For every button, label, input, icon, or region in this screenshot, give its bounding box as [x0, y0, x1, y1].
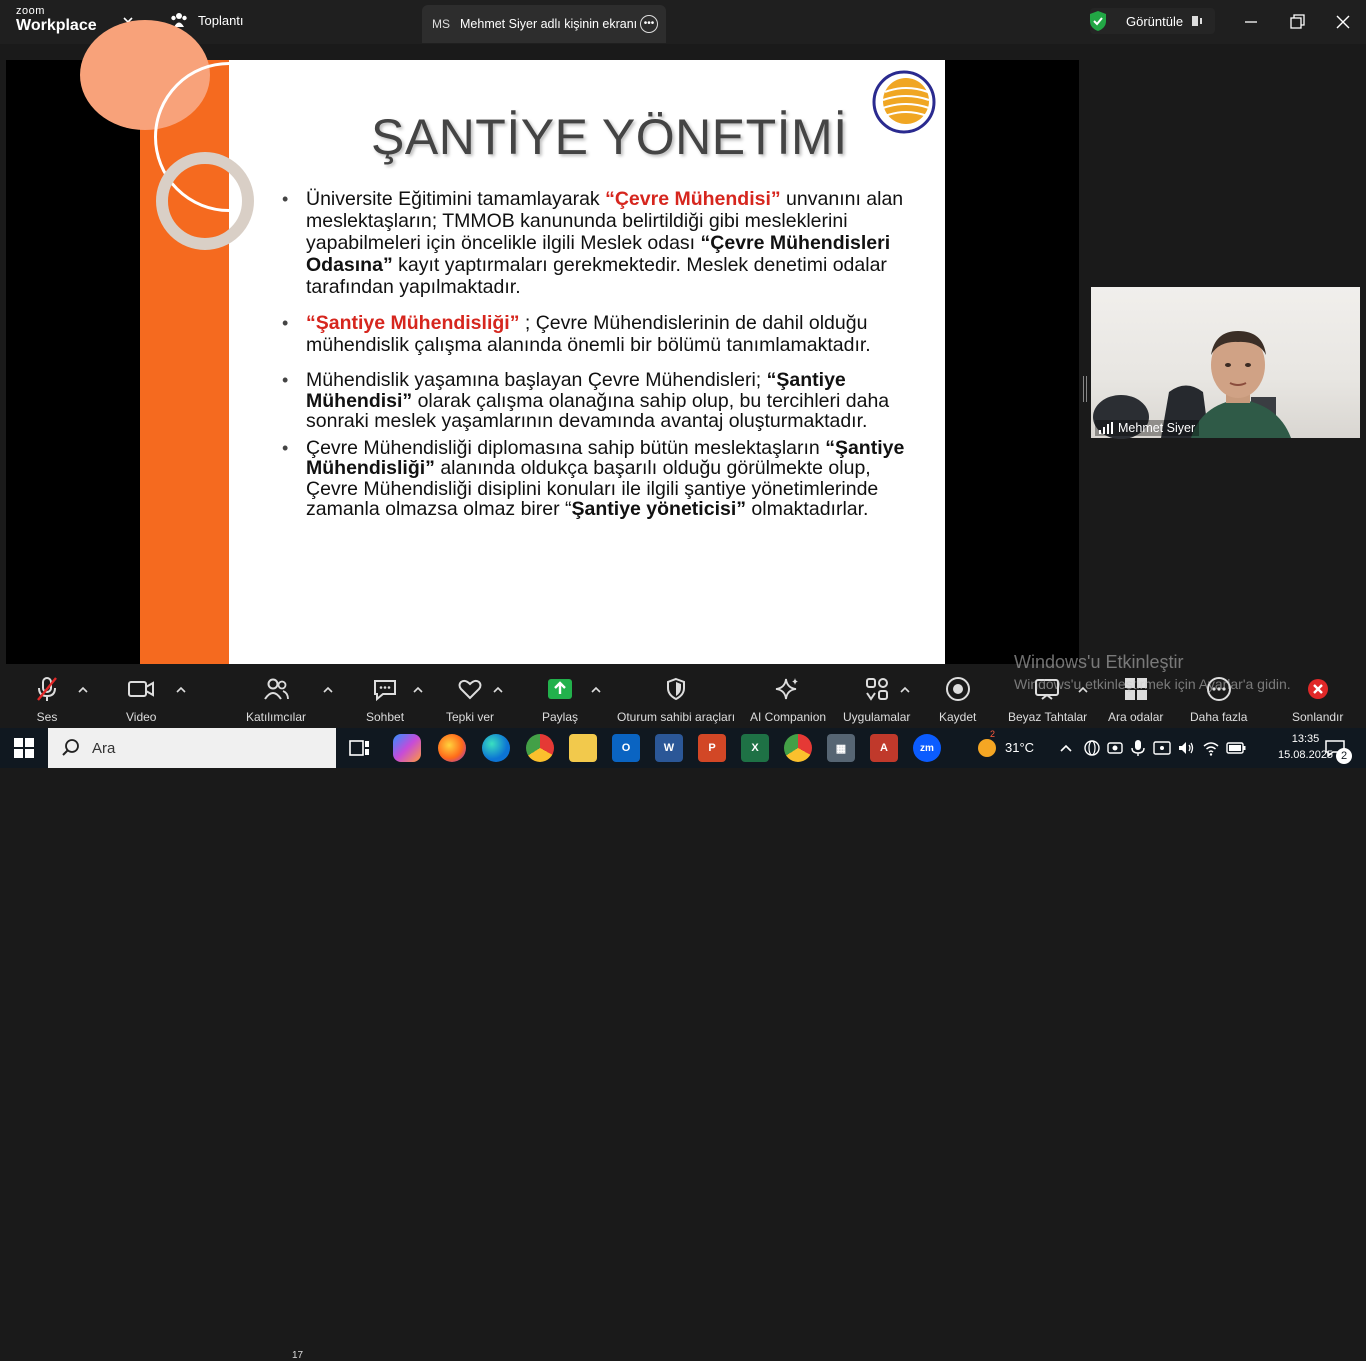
bullet-text: olarak çalışma olanağına sahip olup, bu tercihleri daha sonraki meslek yaşamlarının devamında avantaj oluşturmaktadır. [306, 389, 890, 432]
logo-line1: zoom [16, 5, 45, 17]
participant-name-label [1095, 420, 1199, 436]
chevron-up-icon[interactable] [413, 686, 423, 694]
shared-screen-tab[interactable] [422, 5, 666, 43]
react-button[interactable] [446, 676, 494, 724]
logo-line2: Workplace [16, 17, 97, 34]
activation-watermark-title: Windows'u Etkinleştir [1014, 652, 1184, 672]
excel-icon[interactable]: X [741, 734, 769, 762]
network-globe-icon[interactable] [1083, 739, 1101, 757]
panel-resize-handle[interactable] [1083, 376, 1087, 402]
view-layout-icon [1191, 15, 1203, 27]
close-icon[interactable] [1333, 12, 1353, 32]
chrome-icon[interactable] [526, 734, 554, 762]
share-button[interactable] [542, 676, 578, 724]
file-explorer-icon[interactable] [569, 734, 597, 762]
bullet-text: ; Çevre Mühendislerinin de dahil olduğu mühendislik çalışma alanında önemli bir bölümü tanımlamaktadır. [306, 312, 871, 356]
apps-button[interactable] [843, 676, 910, 724]
bullet-text: Mühendislik yaşamına başlayan Çevre Mühendisleri; [306, 369, 767, 391]
record-button[interactable] [939, 676, 976, 724]
edge-icon[interactable] [482, 734, 510, 762]
screen-share-tray-icon[interactable] [1153, 739, 1171, 757]
participant-video-feed [1091, 287, 1360, 438]
title-bar [0, 0, 1366, 44]
weather-badge: 2 [990, 729, 996, 739]
globe-logo-icon [872, 70, 936, 134]
chevron-up-icon[interactable] [1060, 743, 1072, 753]
host-tools-label: Oturum sahibi araçları [617, 710, 736, 724]
bullet-text: olmaktadırlar. [746, 498, 869, 520]
outlook-icon[interactable]: O [612, 734, 640, 762]
pdf-reader-icon[interactable]: A [870, 734, 898, 762]
participants-count: 17 [292, 1350, 304, 1361]
clock-time: 13:35 [1291, 733, 1320, 745]
camera-tray-icon[interactable] [1106, 739, 1124, 757]
powerpoint-icon[interactable]: P [698, 734, 726, 762]
chevron-up-icon[interactable] [323, 686, 333, 694]
search-icon [62, 739, 80, 757]
bullet-text: Çevre Mühendisliği diplomasına sahip bütün meslektaşların [306, 436, 826, 459]
shared-screen-title: Mehmet Siyer adlı kişinin ekranı [460, 17, 638, 31]
video-button[interactable] [126, 676, 156, 724]
participant-video-tile[interactable] [1091, 287, 1360, 438]
participants-icon [263, 677, 289, 701]
shared-screen-view [6, 60, 1079, 664]
record-label: Kaydet [939, 710, 977, 724]
bullet-text: alanında oldukça başarılı olduğu görülmekte olup, Çevre Mühendisliği disiplini konuları ile ilgili şantiye yönetimlerinde zamanla olmazsa olmaz birer “ [306, 457, 879, 520]
bullet-text: unvanını alan meslektaşların; TMMOB kanununda belirtildiği gibi mesleklerini yapabilmeleri için öncelikle ilgili Meslek odası [306, 188, 904, 254]
apps-icon [865, 677, 889, 701]
camera-icon [127, 678, 155, 700]
breakout-rooms-label: Ara odalar [1108, 710, 1164, 724]
activation-watermark-text: Windows'u etkinleştirmek için Ayarlar'a gidin. [1014, 676, 1291, 692]
bullet-bold: “Şantiye Mühendisliği” [306, 436, 905, 479]
microphone-muted-icon [34, 676, 60, 702]
slide-bullet [280, 370, 920, 432]
end-call-icon [1306, 677, 1330, 701]
chat-button[interactable] [366, 676, 404, 724]
weather-sun-icon [976, 737, 998, 759]
wifi-icon[interactable] [1202, 739, 1220, 757]
bullet-bold: “Çevre Mühendisleri Odasına” [306, 232, 891, 276]
copilot-icon[interactable] [393, 734, 421, 762]
apps-label: Uygulamalar [843, 710, 911, 724]
sharer-initials: MS [432, 17, 450, 31]
battery-icon[interactable] [1226, 741, 1246, 755]
ai-companion-button[interactable] [750, 676, 826, 724]
host-tools-button[interactable] [617, 676, 735, 724]
taskbar-search-box[interactable] [48, 728, 336, 768]
signal-strength-icon [1099, 422, 1113, 434]
chevron-up-icon[interactable] [900, 686, 910, 694]
bullet-highlight: “Şantiye Mühendisliği” [306, 312, 520, 334]
bullet-text: Üniversite Eğitimini tamamlayarak [306, 188, 606, 210]
view-button[interactable] [1090, 8, 1215, 34]
participants-button[interactable] [246, 676, 306, 724]
search-placeholder: Ara [92, 739, 116, 757]
firefox-icon[interactable] [438, 734, 466, 762]
calculator-icon[interactable]: ▦ [827, 734, 855, 762]
shield-icon [664, 677, 688, 701]
slide-bullet-list [280, 188, 920, 526]
minimize-icon[interactable] [1241, 12, 1261, 32]
slide-bullet [280, 188, 920, 298]
chevron-up-icon[interactable] [78, 686, 88, 694]
record-icon [945, 676, 971, 702]
react-label: Tepki ver [446, 710, 495, 724]
notification-count: 2 [1336, 748, 1352, 764]
volume-icon[interactable] [1177, 739, 1195, 757]
slide-ring-decoration [156, 152, 254, 250]
slide-bullet [280, 438, 920, 520]
audio-button[interactable] [34, 676, 60, 724]
more-options-icon[interactable]: ••• [640, 15, 658, 33]
chevron-up-icon[interactable] [176, 686, 186, 694]
view-label: Görüntüle [1126, 13, 1184, 29]
slide-title: ŞANTİYE YÖNETİMİ [371, 109, 848, 165]
share-screen-icon [547, 678, 573, 700]
whiteboards-label: Beyaz Tahtalar [1008, 710, 1088, 724]
task-view-icon[interactable] [346, 734, 374, 762]
clock-date: 15.08.2025 [1278, 749, 1334, 761]
end-meeting-label: Sonlandır [1292, 710, 1344, 724]
slide-bullet [280, 312, 920, 356]
participants-label: Katılımcılar [246, 710, 307, 724]
ai-companion-label: AI Companion [750, 710, 827, 724]
chrome-profile-icon[interactable] [784, 734, 812, 762]
bullet-bold: Şantiye yöneticisi” [571, 498, 746, 520]
bullet-text: kayıt yaptırmaları gerekmektedir. Meslek denetimi odalar tarafından yapılmaktadır. [306, 254, 887, 298]
more-label: Daha fazla [1190, 710, 1248, 724]
windows-start-icon[interactable] [14, 738, 34, 758]
word-icon[interactable]: W [655, 734, 683, 762]
sparkle-icon [775, 676, 801, 702]
windows-taskbar [0, 728, 1366, 768]
zoom-app-icon[interactable]: zm [913, 734, 941, 762]
weather-temperature[interactable]: 31°C [1005, 740, 1035, 755]
presentation-slide [140, 60, 945, 664]
bullet-bold: “Şantiye Mühendisi” [306, 369, 846, 412]
heart-icon [457, 677, 483, 701]
meeting-tab[interactable] [170, 12, 244, 28]
end-meeting-button[interactable] [1292, 676, 1343, 724]
shield-check-icon [1088, 10, 1108, 32]
chat-label: Sohbet [366, 710, 405, 724]
chevron-up-icon[interactable] [591, 686, 601, 694]
restore-icon[interactable] [1287, 12, 1307, 32]
chevron-up-icon[interactable] [493, 686, 503, 694]
microphone-tray-icon[interactable] [1129, 739, 1147, 757]
meeting-label: Toplantı [198, 12, 244, 28]
share-label: Paylaş [542, 710, 579, 724]
participant-name: Mehmet Siyer [1118, 421, 1196, 435]
bullet-highlight: “Çevre Mühendisi” [605, 188, 781, 210]
audio-label: Ses [36, 710, 58, 724]
chat-icon [372, 677, 398, 701]
zoom-logo [16, 6, 97, 34]
video-label: Video [126, 710, 157, 724]
